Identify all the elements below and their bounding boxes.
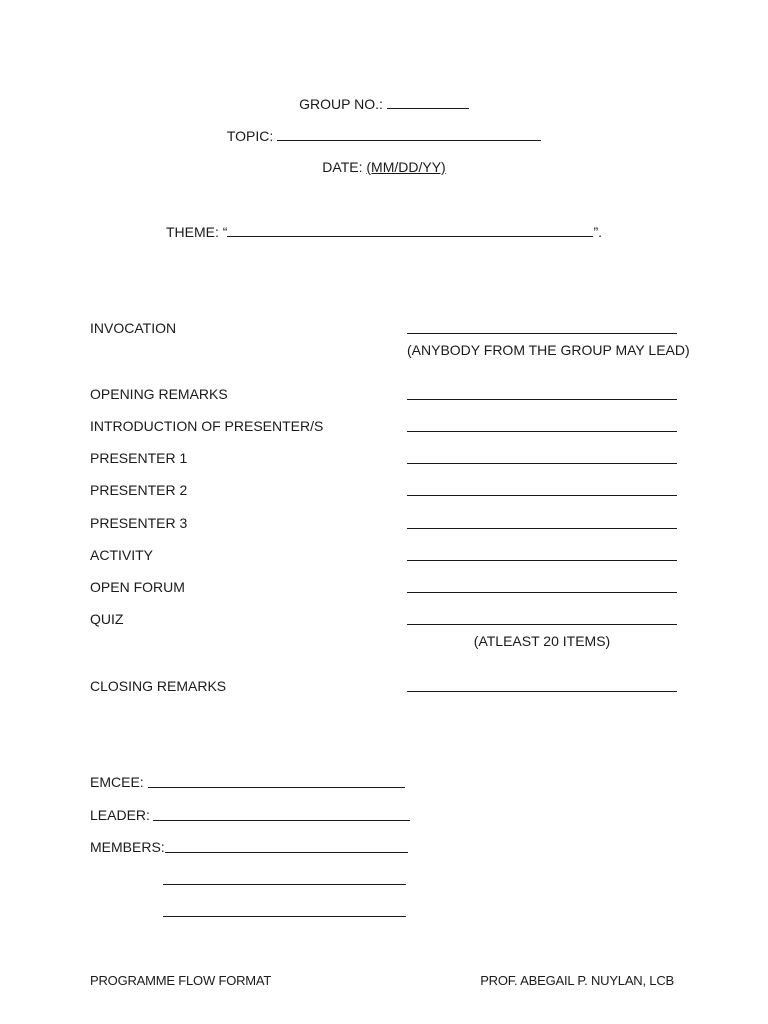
- opening-remarks-label: OPENING REMARKS: [90, 386, 228, 402]
- closing-remarks-label: CLOSING REMARKS: [90, 678, 227, 694]
- group-number-blank[interactable]: [387, 94, 469, 109]
- footer-left: PROGRAMME FLOW FORMAT: [90, 973, 272, 988]
- members-blank-3[interactable]: [163, 916, 406, 917]
- invocation-blank[interactable]: [407, 333, 677, 334]
- date-format: (MM/DD/YY): [366, 159, 446, 175]
- introduction-label: INTRODUCTION OF PRESENTER/S: [90, 418, 324, 434]
- topic-blank[interactable]: [277, 126, 541, 141]
- leader-blank[interactable]: [153, 820, 410, 821]
- emcee-blank[interactable]: [148, 787, 405, 788]
- introduction-blank[interactable]: [407, 431, 677, 432]
- footer-right: PROF. ABEGAIL P. NUYLAN, LCB: [480, 973, 674, 988]
- invocation-label: INVOCATION: [90, 320, 177, 336]
- activity-label: ACTIVITY: [90, 547, 154, 563]
- quiz-blank[interactable]: [407, 624, 677, 625]
- activity-blank[interactable]: [407, 560, 677, 561]
- members-blank-2[interactable]: [163, 884, 406, 885]
- members-blank-1[interactable]: [165, 852, 408, 853]
- theme-label: THEME: “: [166, 224, 228, 240]
- presenter-2-blank[interactable]: [407, 495, 677, 496]
- members-label: MEMBERS:: [90, 839, 165, 855]
- topic-line: [0, 126, 768, 145]
- topic-label: TOPIC:: [226, 128, 274, 144]
- open-forum-blank[interactable]: [407, 592, 677, 593]
- presenter-3-blank[interactable]: [407, 528, 677, 529]
- quiz-label: QUIZ: [90, 611, 124, 627]
- theme-line: [166, 222, 602, 241]
- presenter-1-blank[interactable]: [407, 463, 677, 464]
- emcee-label: EMCEE:: [90, 774, 144, 790]
- theme-blank[interactable]: [227, 222, 593, 237]
- group-number-line: [0, 94, 768, 113]
- leader-label: LEADER:: [90, 807, 150, 823]
- presenter-1-label: PRESENTER 1: [90, 450, 188, 466]
- theme-close: ”.: [593, 224, 603, 240]
- opening-remarks-blank[interactable]: [407, 399, 677, 400]
- presenter-2-label: PRESENTER 2: [90, 482, 188, 498]
- invocation-note: (ANYBODY FROM THE GROUP MAY LEAD): [407, 342, 690, 358]
- group-number-label: GROUP NO.:: [299, 96, 383, 112]
- quiz-note: (ATLEAST 20 ITEMS): [473, 633, 611, 649]
- date-line: [0, 158, 768, 176]
- closing-remarks-blank[interactable]: [407, 691, 677, 692]
- date-label: DATE:: [322, 159, 363, 175]
- presenter-3-label: PRESENTER 3: [90, 515, 188, 531]
- open-forum-label: OPEN FORUM: [90, 579, 185, 595]
